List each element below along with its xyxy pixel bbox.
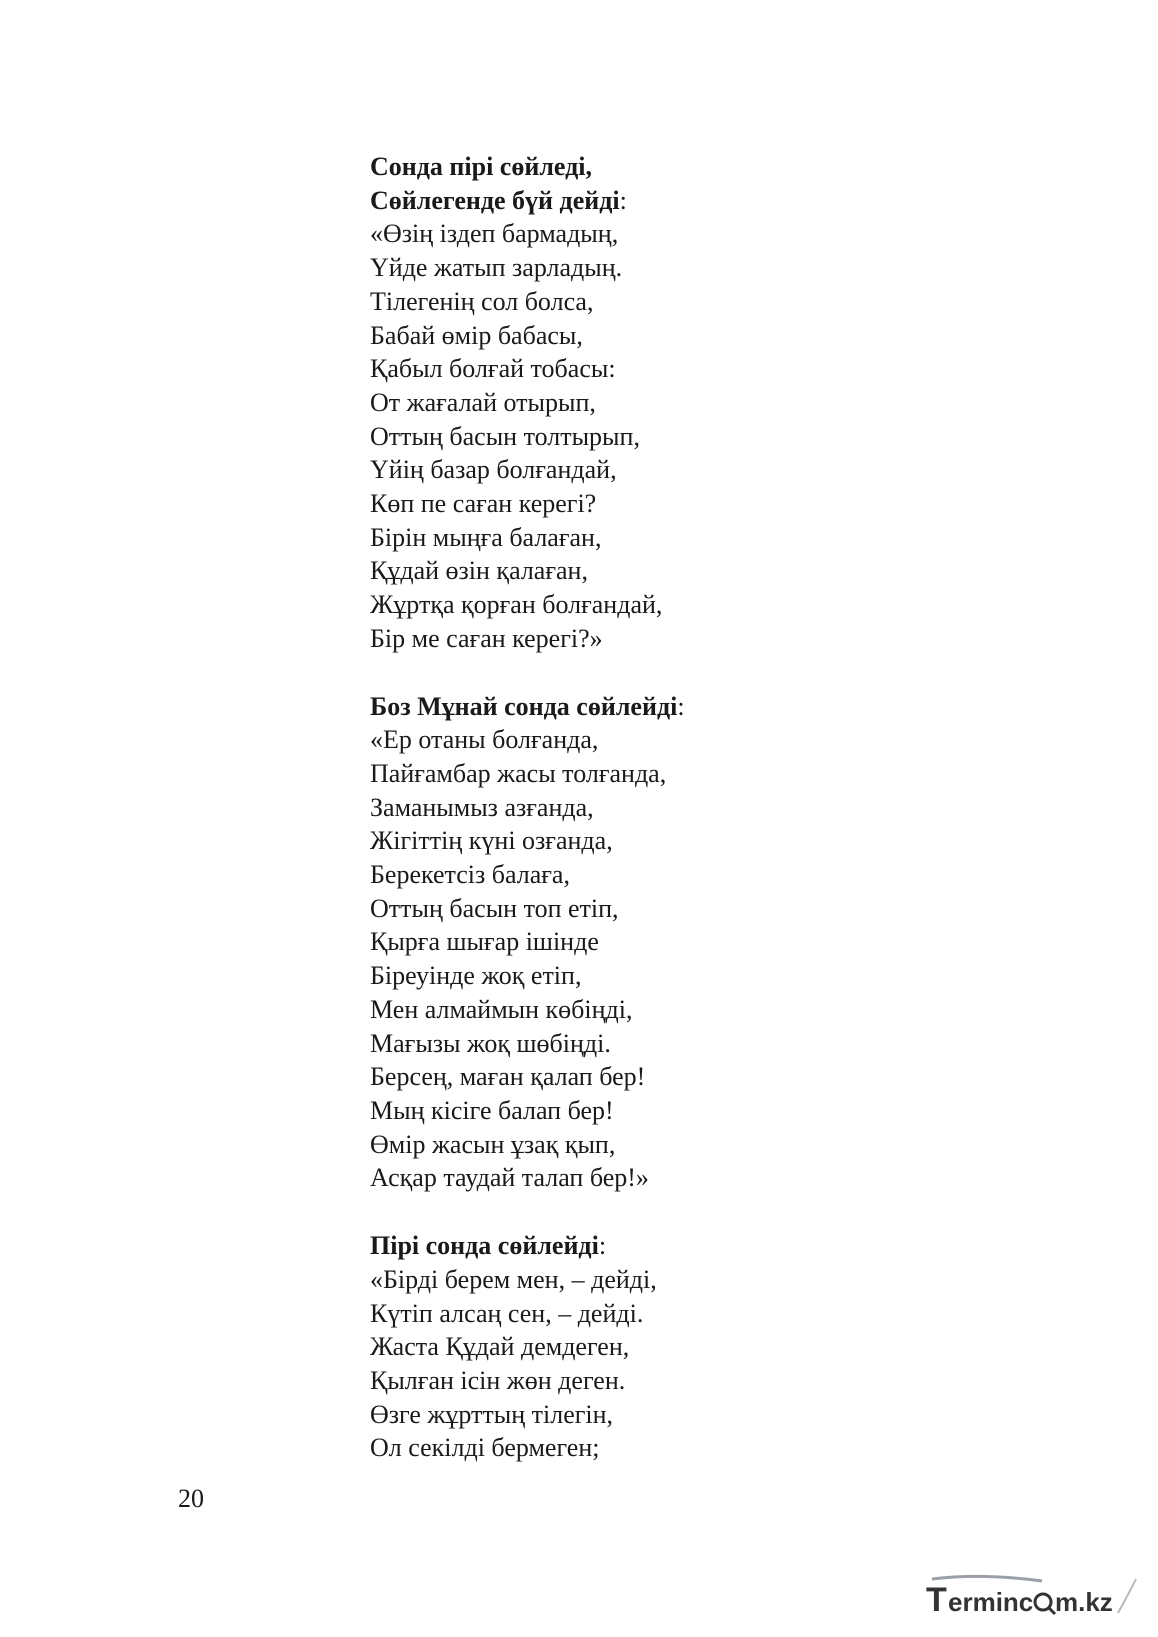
line-text: : [598, 1231, 607, 1261]
poem-line [370, 791, 890, 825]
poem-line [370, 1398, 890, 1432]
line-text: Оттың басын топ етіп, [370, 893, 619, 923]
termincom-watermark [922, 1573, 1142, 1623]
line-text: Бірін мыңға балаған, [370, 522, 602, 552]
logo-swoosh-right [1118, 1579, 1136, 1613]
line-text: Тілегенің сол болса, [370, 286, 594, 316]
poem-line [370, 824, 890, 858]
speaker-line-bold: Пірі сонда сөйлейді [370, 1231, 599, 1261]
line-text: От жағалай отырып, [370, 387, 596, 417]
stanza [370, 690, 890, 1196]
poem-line [370, 993, 890, 1027]
line-text: Асқар таудай талап бер!» [370, 1163, 649, 1193]
line-text: Өмір жасын ұзақ қып, [370, 1129, 616, 1159]
poem-line [370, 1128, 890, 1162]
speaker-line-bold: Боз Мұнай сонда сөйлейді [370, 691, 678, 721]
page-number: 20 [178, 1484, 204, 1513]
line-text: Жұртқа қорған болғандай, [370, 590, 663, 620]
line-text: : [677, 691, 685, 721]
poem-line [370, 1330, 890, 1364]
poem-line [370, 892, 890, 926]
poem-line [370, 420, 890, 454]
poem-line [370, 554, 890, 588]
line-text: Үйде жатып зарладың. [370, 253, 623, 283]
termincom-logo [922, 1573, 1142, 1623]
poem-line [370, 521, 890, 555]
poem-line [370, 588, 890, 622]
logo-text-erminc: erminc [948, 1587, 1034, 1617]
line-text: Оттың басын толтырып, [370, 421, 640, 451]
poem-line [370, 858, 890, 892]
line-text: Өзге жұрттың тілегін, [370, 1399, 614, 1429]
logo-text-mkz: m.kz [1055, 1587, 1113, 1617]
poem-line [370, 184, 890, 218]
poem-line [370, 352, 890, 386]
line-text: Пайғамбар жасы толғанда, [370, 758, 667, 788]
poem-line [370, 251, 890, 285]
poem-line [370, 319, 890, 353]
poem-line [370, 487, 890, 521]
poem-line [370, 217, 890, 251]
stanza [370, 1229, 890, 1465]
line-text: Біреуінде жоқ етіп, [370, 961, 582, 991]
poem-line [370, 959, 890, 993]
poem-line [370, 1297, 890, 1331]
line-text: Құдай өзін қалаған, [370, 556, 588, 586]
speaker-line-bold: Сонда пірі сөйледі, [370, 152, 592, 181]
line-text: «Ер отаны болғанда, [370, 725, 599, 755]
line-text: Жігіттің күні озғанда, [370, 826, 613, 856]
line-text: Мағызы жоқ шөбіңді. [370, 1028, 611, 1058]
line-text: Қабыл болғай тобасы: [370, 354, 616, 384]
poem-line [370, 1229, 890, 1263]
poem-body [370, 150, 890, 1499]
line-text: Бір ме саған керегі?» [370, 623, 603, 653]
poem-line [370, 1060, 890, 1094]
line-text: Мың кісіге балап бер! [370, 1095, 614, 1125]
line-text: Күтіп алсаң сен, – дейді. [370, 1298, 644, 1328]
stanza [370, 150, 890, 656]
poem-line [370, 1431, 890, 1465]
poem-line [370, 1161, 890, 1195]
line-text: Мен алмаймын көбіңді, [370, 994, 633, 1024]
poem-line [370, 690, 890, 724]
poem-line [370, 622, 890, 656]
logo-letter-t: T [926, 1581, 947, 1619]
line-text: «Бірді берем мен, – дейді, [370, 1264, 657, 1294]
line-text: : [619, 185, 627, 215]
line-text: Көп пе саған керегі? [370, 489, 597, 519]
line-text: «Өзің іздеп бармадың, [370, 219, 619, 249]
line-text: Берсең, маған қалап бер! [370, 1062, 646, 1092]
poem-line [370, 285, 890, 319]
poem-line [370, 1364, 890, 1398]
poem-line [370, 453, 890, 487]
poem-line [370, 925, 890, 959]
poem-line [370, 1094, 890, 1128]
line-text: Үйің базар болғандай, [370, 455, 617, 485]
line-text: Берекетсіз балаға, [370, 860, 570, 890]
poem-line [370, 723, 890, 757]
poem-line [370, 757, 890, 791]
line-text: Жаста Құдай демдеген, [370, 1332, 630, 1362]
magnifier-icon [1035, 1594, 1055, 1614]
line-text: Қылған ісін жөн деген. [370, 1365, 626, 1395]
line-text: Қырға шығар ішінде [370, 927, 599, 957]
line-text: Ол секілді бермеген; [370, 1433, 600, 1463]
poem-line [370, 150, 890, 184]
poem-line [370, 1263, 890, 1297]
poem-line [370, 386, 890, 420]
speaker-line-bold: Сөйлегенде бүй дейді [370, 185, 620, 215]
logo-swoosh [932, 1576, 1042, 1581]
poem-line [370, 1027, 890, 1061]
line-text: Бабай өмір бабасы, [370, 320, 583, 350]
line-text: Заманымыз азғанда, [370, 792, 594, 822]
